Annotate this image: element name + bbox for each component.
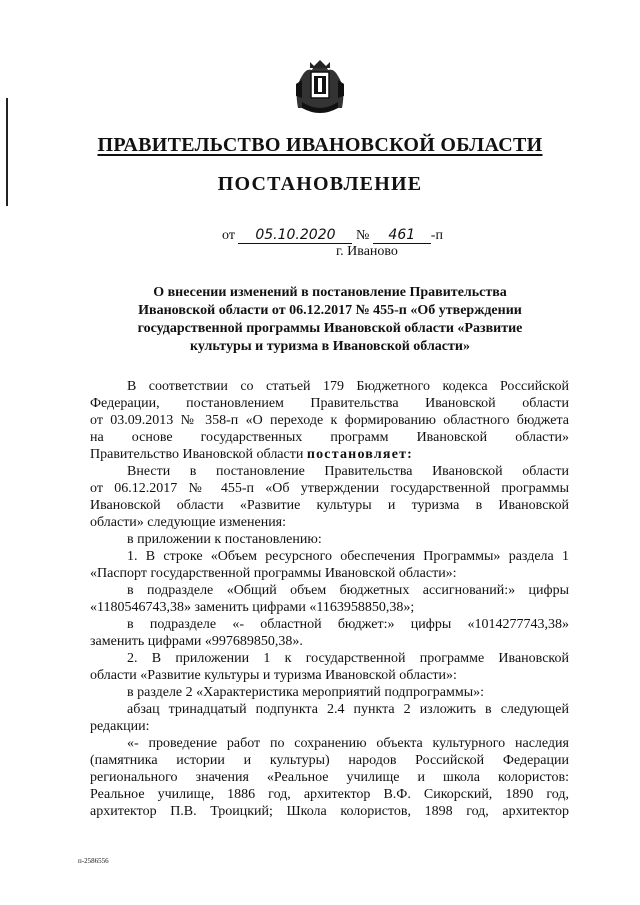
subject-line: Ивановской области от 06.12.2017 № 455-п «Об утверждении [138,303,522,318]
document-type-title: ПОСТАНОВЛЕНИЕ [217,173,423,195]
body-line-text: Правительство Ивановской области [90,447,304,462]
body-line: в подразделе «- областной бюджет:» цифры «1014277743,38» [127,617,569,632]
body-line: области «Развитие культуры и туризма Ивановской области»: [90,668,457,683]
body-line: абзац тринадцатый подпункта 2.4 пункта 2 изложить в следующей [127,702,569,717]
handwritten-date: 05.10.2020 [238,227,352,244]
body-line: «- проведение работ по сохранению объекта культурного наследия [127,736,569,751]
city: г. Иваново [336,244,398,259]
decree-body [90,378,569,820]
decree-subject [110,284,550,356]
body-line: 1. В строке «Объем ресурсного обеспечения Программы» раздела 1 [127,549,569,564]
body-line [90,446,569,463]
body-line: от 03.09.2013 № 358-п «О переходе к формированию областного бюджета [90,413,569,428]
body-line: «1180546743,38» заменить цифрами «1163958850,38»; [90,600,415,615]
body-line: области» следующие изменения: [90,515,287,530]
number-suffix: -п [430,228,443,243]
body-line: В соответствии со статьей 179 Бюджетного кодекса Российской [127,379,569,394]
body-line: на основе государственных программ Ивановской области» [90,430,569,445]
body-line: в разделе 2 «Характеристика мероприятий подпрограммы»: [127,685,485,700]
subject-line: государственной программы Ивановской области «Развитие [137,321,523,336]
body-line: Внести в постановление Правительства Ивановской области [127,464,569,479]
coat-of-arms-emblem [292,58,348,114]
body-line: в приложении к постановлению: [127,532,322,547]
document-code: п-2586556 [78,857,109,865]
handwritten-number: 461 [373,227,431,244]
resolution-keyword: постановляет: [306,447,414,462]
body-line: «Паспорт государственной программы Ивановской области»: [90,566,457,581]
body-line: от 06.12.2017 № 455-п «Об утверждении государственной программы [90,481,569,496]
number-sign: № [355,228,370,243]
body-line: архитектор П.В. Троицкий; Школа колористов, 1898 год, архитектор [90,804,569,819]
body-line: регионального значения «Реальное училище и школа колористов: [90,770,569,785]
subject-line: культуры и туризма в Ивановской области» [190,339,470,354]
body-line: 2. В приложении 1 к государственной программе Ивановской [127,651,569,666]
date-number-line [222,227,443,244]
body-line: редакции: [90,719,150,734]
subject-line: О внесении изменений в постановление Правительства [153,285,507,300]
body-line: Реальное училище, 1886 год, архитектор В.Ф. Сикорский, 1890 год, [90,787,569,802]
body-line: Ивановской области «Развитие культуры и туризма в Ивановской [90,498,569,513]
government-title: ПРАВИТЕЛЬСТВО ИВАНОВСКОЙ ОБЛАСТИ [97,134,543,156]
body-line: в подразделе «Общий объем бюджетных ассигнований:» цифры [127,583,569,598]
date-prefix: от [222,228,235,243]
body-line: (памятника истории и культуры) народов Российской Федерации [90,753,569,768]
body-line: заменить цифрами «997689850,38». [90,634,303,649]
body-line: Федерации, постановлением Правительства Ивановской области [90,396,569,411]
